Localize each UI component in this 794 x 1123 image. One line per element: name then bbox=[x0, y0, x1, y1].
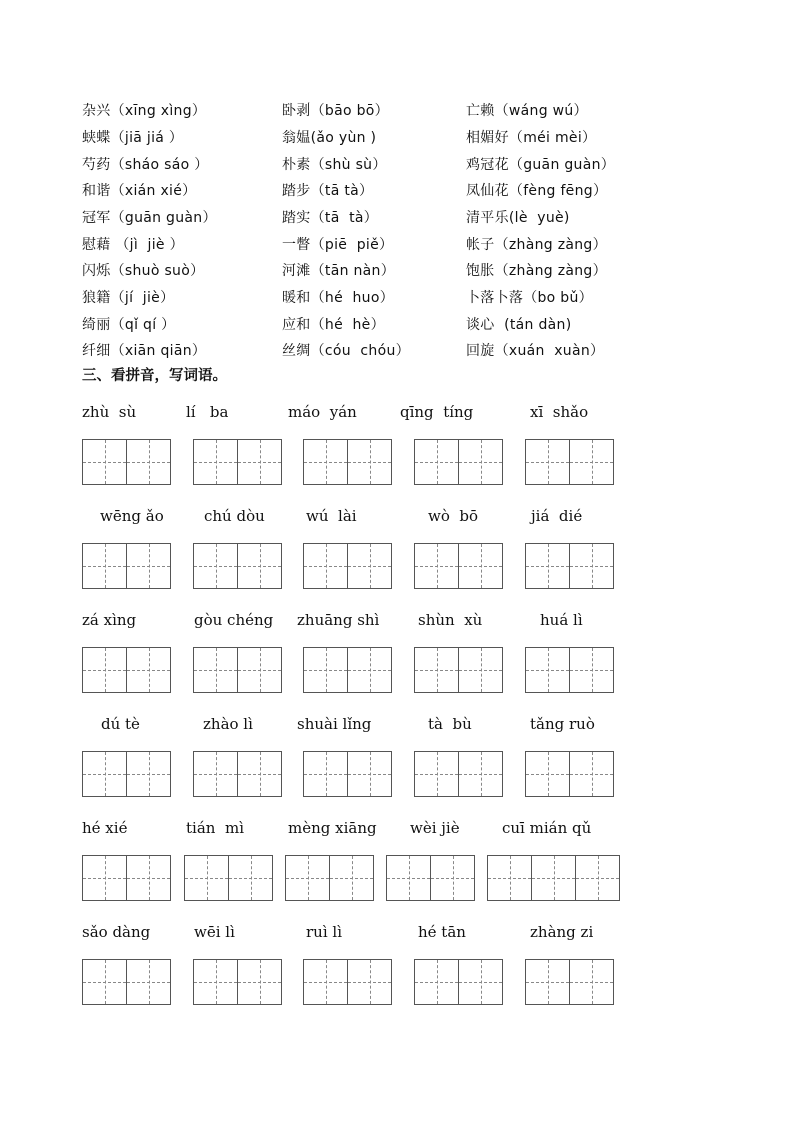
writing-grid[interactable] bbox=[414, 751, 502, 797]
writing-grid[interactable] bbox=[414, 959, 502, 1005]
writing-grid[interactable] bbox=[193, 543, 281, 589]
word-entry: 丝绸（cóu chóu） bbox=[282, 343, 410, 359]
pinyin-prompt: wò bō bbox=[428, 507, 479, 525]
writing-grid[interactable] bbox=[525, 543, 613, 589]
pinyin-prompt: zhào lì bbox=[203, 715, 253, 733]
pinyin-prompt: zhù sù bbox=[82, 403, 137, 421]
word-entry: 相媚好（méi mèi） bbox=[466, 130, 597, 146]
word-entry: 踏实（tā tà） bbox=[282, 210, 379, 226]
writing-grid[interactable] bbox=[414, 439, 502, 485]
pinyin-prompt: jiá dié bbox=[531, 507, 583, 525]
word-entry: 凤仙花（fèng fēng） bbox=[466, 183, 608, 199]
pinyin-prompt: tián mì bbox=[186, 819, 244, 837]
word-entry: 河滩（tān nàn） bbox=[282, 263, 396, 279]
writing-grid[interactable] bbox=[193, 439, 281, 485]
word-entry: 慰藉 （jì jiè ） bbox=[82, 237, 184, 253]
pinyin-prompt: mèng xiāng bbox=[288, 819, 377, 837]
writing-grid[interactable] bbox=[303, 959, 391, 1005]
word-entry: 纤细（xiān qiān） bbox=[82, 343, 207, 359]
pinyin-prompt: chú dòu bbox=[204, 507, 265, 525]
writing-grid[interactable] bbox=[184, 855, 272, 901]
pinyin-prompt: tǎng ruò bbox=[530, 715, 595, 733]
writing-grid[interactable] bbox=[82, 543, 170, 589]
word-entry: 回旋（xuán xuàn） bbox=[466, 343, 605, 359]
pinyin-prompt: qīng tíng bbox=[400, 403, 474, 421]
word-entry: 暖和（hé huo） bbox=[282, 290, 394, 306]
word-entry: 鸡冠花（guān guàn） bbox=[466, 157, 616, 173]
pinyin-prompt: sǎo dàng bbox=[82, 923, 151, 941]
writing-grid[interactable] bbox=[285, 855, 373, 901]
word-entry: 朴素（shù sù） bbox=[282, 157, 387, 173]
writing-grid[interactable] bbox=[82, 647, 170, 693]
pinyin-prompt: gòu chéng bbox=[194, 611, 274, 629]
writing-grid[interactable] bbox=[525, 647, 613, 693]
pinyin-prompt: máo yán bbox=[288, 403, 357, 421]
pinyin-prompt: hé tān bbox=[418, 923, 466, 941]
pinyin-prompt: shùn xù bbox=[418, 611, 483, 629]
writing-grid[interactable] bbox=[193, 647, 281, 693]
writing-grid[interactable] bbox=[82, 439, 170, 485]
word-entry: 蛱蝶（jiā jiá ） bbox=[82, 130, 184, 146]
section-title: 三、看拼音，写词语。 bbox=[82, 368, 227, 384]
word-entry: 踏步（tā tà） bbox=[282, 183, 374, 199]
writing-grid[interactable] bbox=[487, 855, 619, 901]
writing-grid[interactable] bbox=[193, 751, 281, 797]
pinyin-prompt: lí ba bbox=[186, 403, 229, 421]
writing-grid[interactable] bbox=[414, 543, 502, 589]
writing-grid[interactable] bbox=[193, 959, 281, 1005]
writing-grid[interactable] bbox=[82, 751, 170, 797]
writing-grid[interactable] bbox=[525, 751, 613, 797]
writing-grid[interactable] bbox=[525, 959, 613, 1005]
word-entry: 卜落卜落（bo bǔ） bbox=[466, 290, 593, 306]
pinyin-prompt: xī shǎo bbox=[530, 403, 589, 421]
word-entry: 亡赖（wáng wú） bbox=[466, 103, 588, 119]
pinyin-prompt: wèi jiè bbox=[410, 819, 460, 837]
pinyin-prompt: shuài lǐng bbox=[297, 715, 372, 733]
word-entry: 一瞥（piē piě） bbox=[282, 237, 394, 253]
word-entry: 闪烁（shuò suò） bbox=[82, 263, 205, 279]
word-entry: 绮丽（qǐ qí ） bbox=[82, 317, 176, 333]
word-entry: 谈心 (tán dàn) bbox=[466, 317, 572, 333]
writing-grid[interactable] bbox=[303, 543, 391, 589]
writing-grid[interactable] bbox=[525, 439, 613, 485]
pinyin-prompt: cuī mián qǔ bbox=[502, 819, 592, 837]
writing-grid[interactable] bbox=[386, 855, 474, 901]
word-entry: 和谐（xián xié） bbox=[82, 183, 197, 199]
pinyin-prompt: zhuāng shì bbox=[297, 611, 380, 629]
word-entry: 冠军（guān guàn） bbox=[82, 210, 217, 226]
word-entry: 清平乐(lè yuè) bbox=[466, 210, 570, 226]
word-entry: 帐子（zhàng zàng） bbox=[466, 237, 607, 253]
word-entry: 翁媪(ǎo yùn ) bbox=[282, 130, 377, 146]
writing-grid[interactable] bbox=[303, 647, 391, 693]
pinyin-prompt: zhàng zi bbox=[530, 923, 594, 941]
writing-grid[interactable] bbox=[303, 439, 391, 485]
writing-grid[interactable] bbox=[82, 855, 170, 901]
word-entry: 卧剥（bāo bō） bbox=[282, 103, 389, 119]
pinyin-prompt: huá lì bbox=[540, 611, 583, 629]
word-entry: 饱胀（zhàng zàng） bbox=[466, 263, 607, 279]
pinyin-prompt: wú lài bbox=[306, 507, 357, 525]
word-entry: 应和（hé hè） bbox=[282, 317, 385, 333]
writing-grid[interactable] bbox=[82, 959, 170, 1005]
word-entry: 狼籍（jí jiè） bbox=[82, 290, 175, 306]
pinyin-prompt: tà bù bbox=[428, 715, 472, 733]
pinyin-prompt: ruì lì bbox=[306, 923, 342, 941]
word-entry: 芍药（sháo sáo ） bbox=[82, 157, 209, 173]
pinyin-prompt: wēi lì bbox=[194, 923, 235, 941]
writing-grid[interactable] bbox=[414, 647, 502, 693]
pinyin-prompt: hé xié bbox=[82, 819, 128, 837]
writing-grid[interactable] bbox=[303, 751, 391, 797]
word-entry: 杂兴（xīng xìng） bbox=[82, 103, 207, 119]
pinyin-prompt: zá xìng bbox=[82, 611, 137, 629]
pinyin-prompt: wēng ǎo bbox=[100, 507, 164, 525]
pinyin-prompt: dú tè bbox=[101, 715, 140, 733]
